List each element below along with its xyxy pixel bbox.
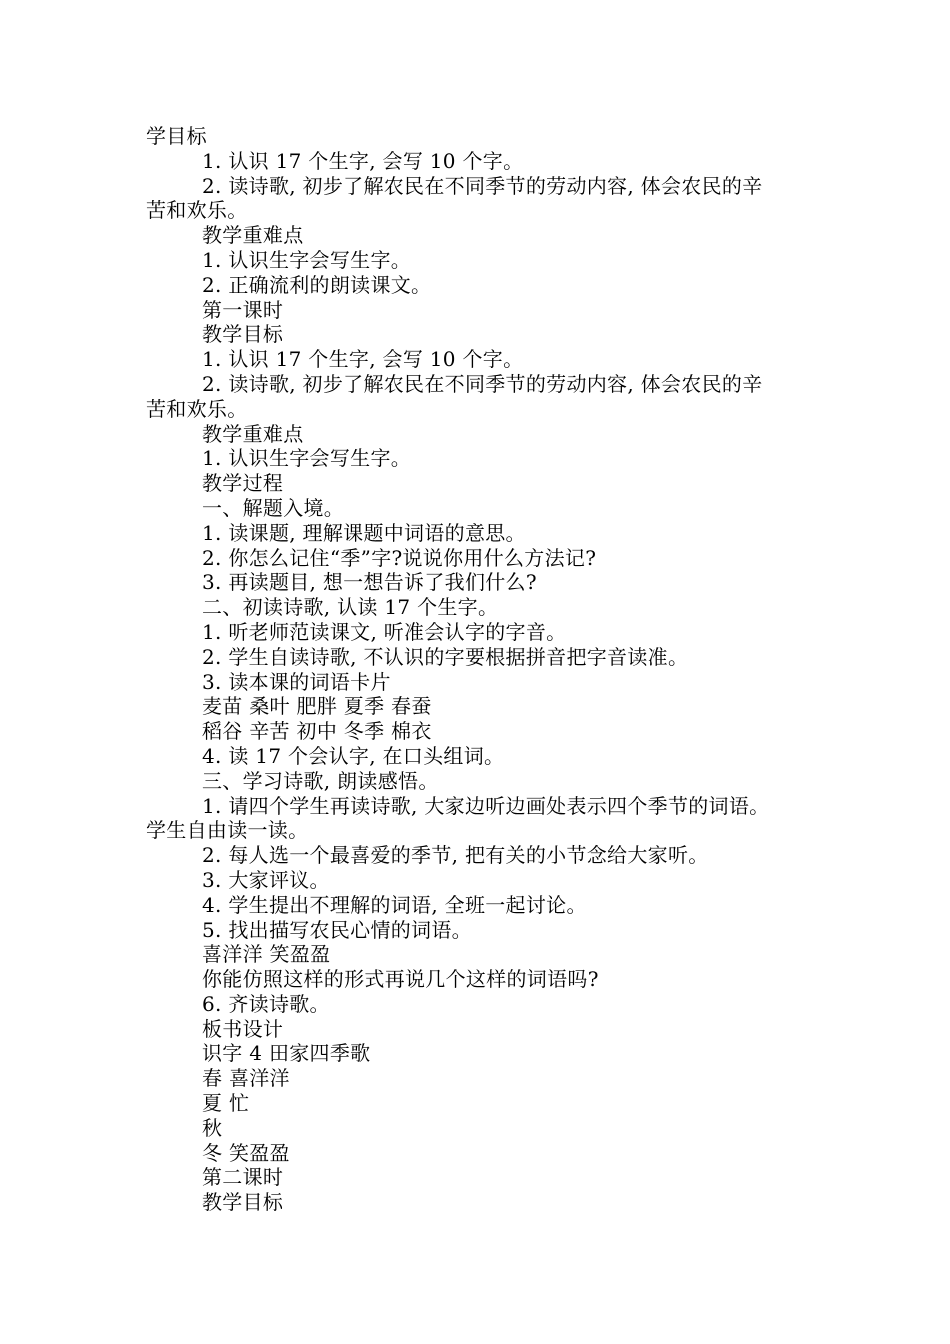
text-line: 2. 你怎么记住“季”字?说说你用什么方法记? (202, 545, 597, 570)
text-line: 三、学习诗歌, 朗读感悟。 (202, 768, 439, 793)
text-line: 冬 笑盈盈 (202, 1140, 290, 1165)
text-line: 2. 读诗歌, 初步了解农民在不同季节的劳动内容, 体会农民的辛 (202, 371, 763, 396)
text-line: 1. 认识 17 个生字, 会写 10 个字。 (202, 148, 524, 173)
text-line: 麦苗 桑叶 肥胖 夏季 春蚕 (202, 694, 432, 719)
text-line: 教学目标 (202, 1190, 284, 1215)
text-line: 教学目标 (202, 322, 284, 347)
text-line: 3. 再读题目, 想一想告诉了我们什么? (202, 570, 537, 595)
text-line: 学生自由读一读。 (146, 818, 309, 843)
text-line: 稻谷 辛苦 初中 冬季 棉衣 (202, 719, 432, 744)
text-line: 第一课时 (202, 297, 284, 322)
text-line: 4. 读 17 个会认字, 在口头组词。 (202, 743, 505, 768)
text-line: 教学过程 (202, 471, 284, 496)
text-line: 夏 忙 (202, 1091, 250, 1116)
text-line: 喜洋洋 笑盈盈 (202, 942, 331, 967)
text-line: 3. 大家评议。 (202, 867, 330, 892)
text-line: 识字 4 田家四季歌 (202, 1041, 371, 1066)
document-page (146, 124, 826, 1215)
text-line: 1. 读课题, 理解课题中词语的意思。 (202, 520, 526, 545)
text-line: 6. 齐读诗歌。 (202, 991, 330, 1016)
text-line: 苦和欢乐。 (146, 198, 248, 223)
text-line: 2. 学生自读诗歌, 不认识的字要根据拼音把字音读准。 (202, 644, 689, 669)
text-line: 1. 请四个学生再读诗歌, 大家边听边画处表示四个季节的词语。 (202, 793, 770, 818)
text-line: 第二课时 (202, 1165, 284, 1190)
text-line: 学目标 (146, 124, 207, 148)
text-line: 1. 认识生字会写生字。 (202, 247, 412, 272)
text-line: 5. 找出描写农民心情的词语。 (202, 917, 472, 942)
text-line: 你能仿照这样的形式再说几个这样的词语吗? (202, 967, 599, 992)
text-line: 二、初读诗歌, 认读 17 个生字。 (202, 595, 499, 620)
text-line: 教学重难点 (202, 421, 304, 446)
text-line: 1. 认识生字会写生字。 (202, 446, 412, 471)
text-line: 2. 每人选一个最喜爱的季节, 把有关的小节念给大家听。 (202, 843, 709, 868)
text-line: 1. 认识 17 个生字, 会写 10 个字。 (202, 347, 524, 372)
text-line: 春 喜洋洋 (202, 1066, 290, 1091)
text-line: 板书设计 (202, 1016, 284, 1041)
text-line: 苦和欢乐。 (146, 396, 248, 421)
text-line: 4. 学生提出不理解的词语, 全班一起讨论。 (202, 892, 587, 917)
text-line: 2. 读诗歌, 初步了解农民在不同季节的劳动内容, 体会农民的辛 (202, 173, 763, 198)
text-line: 一、解题入境。 (202, 495, 345, 520)
text-line: 秋 (202, 1115, 223, 1140)
text-line: 1. 听老师范读课文, 听准会认字的字音。 (202, 619, 567, 644)
text-line: 教学重难点 (202, 223, 304, 248)
text-line: 3. 读本课的词语卡片 (202, 669, 391, 694)
text-line: 2. 正确流利的朗读课文。 (202, 272, 432, 297)
